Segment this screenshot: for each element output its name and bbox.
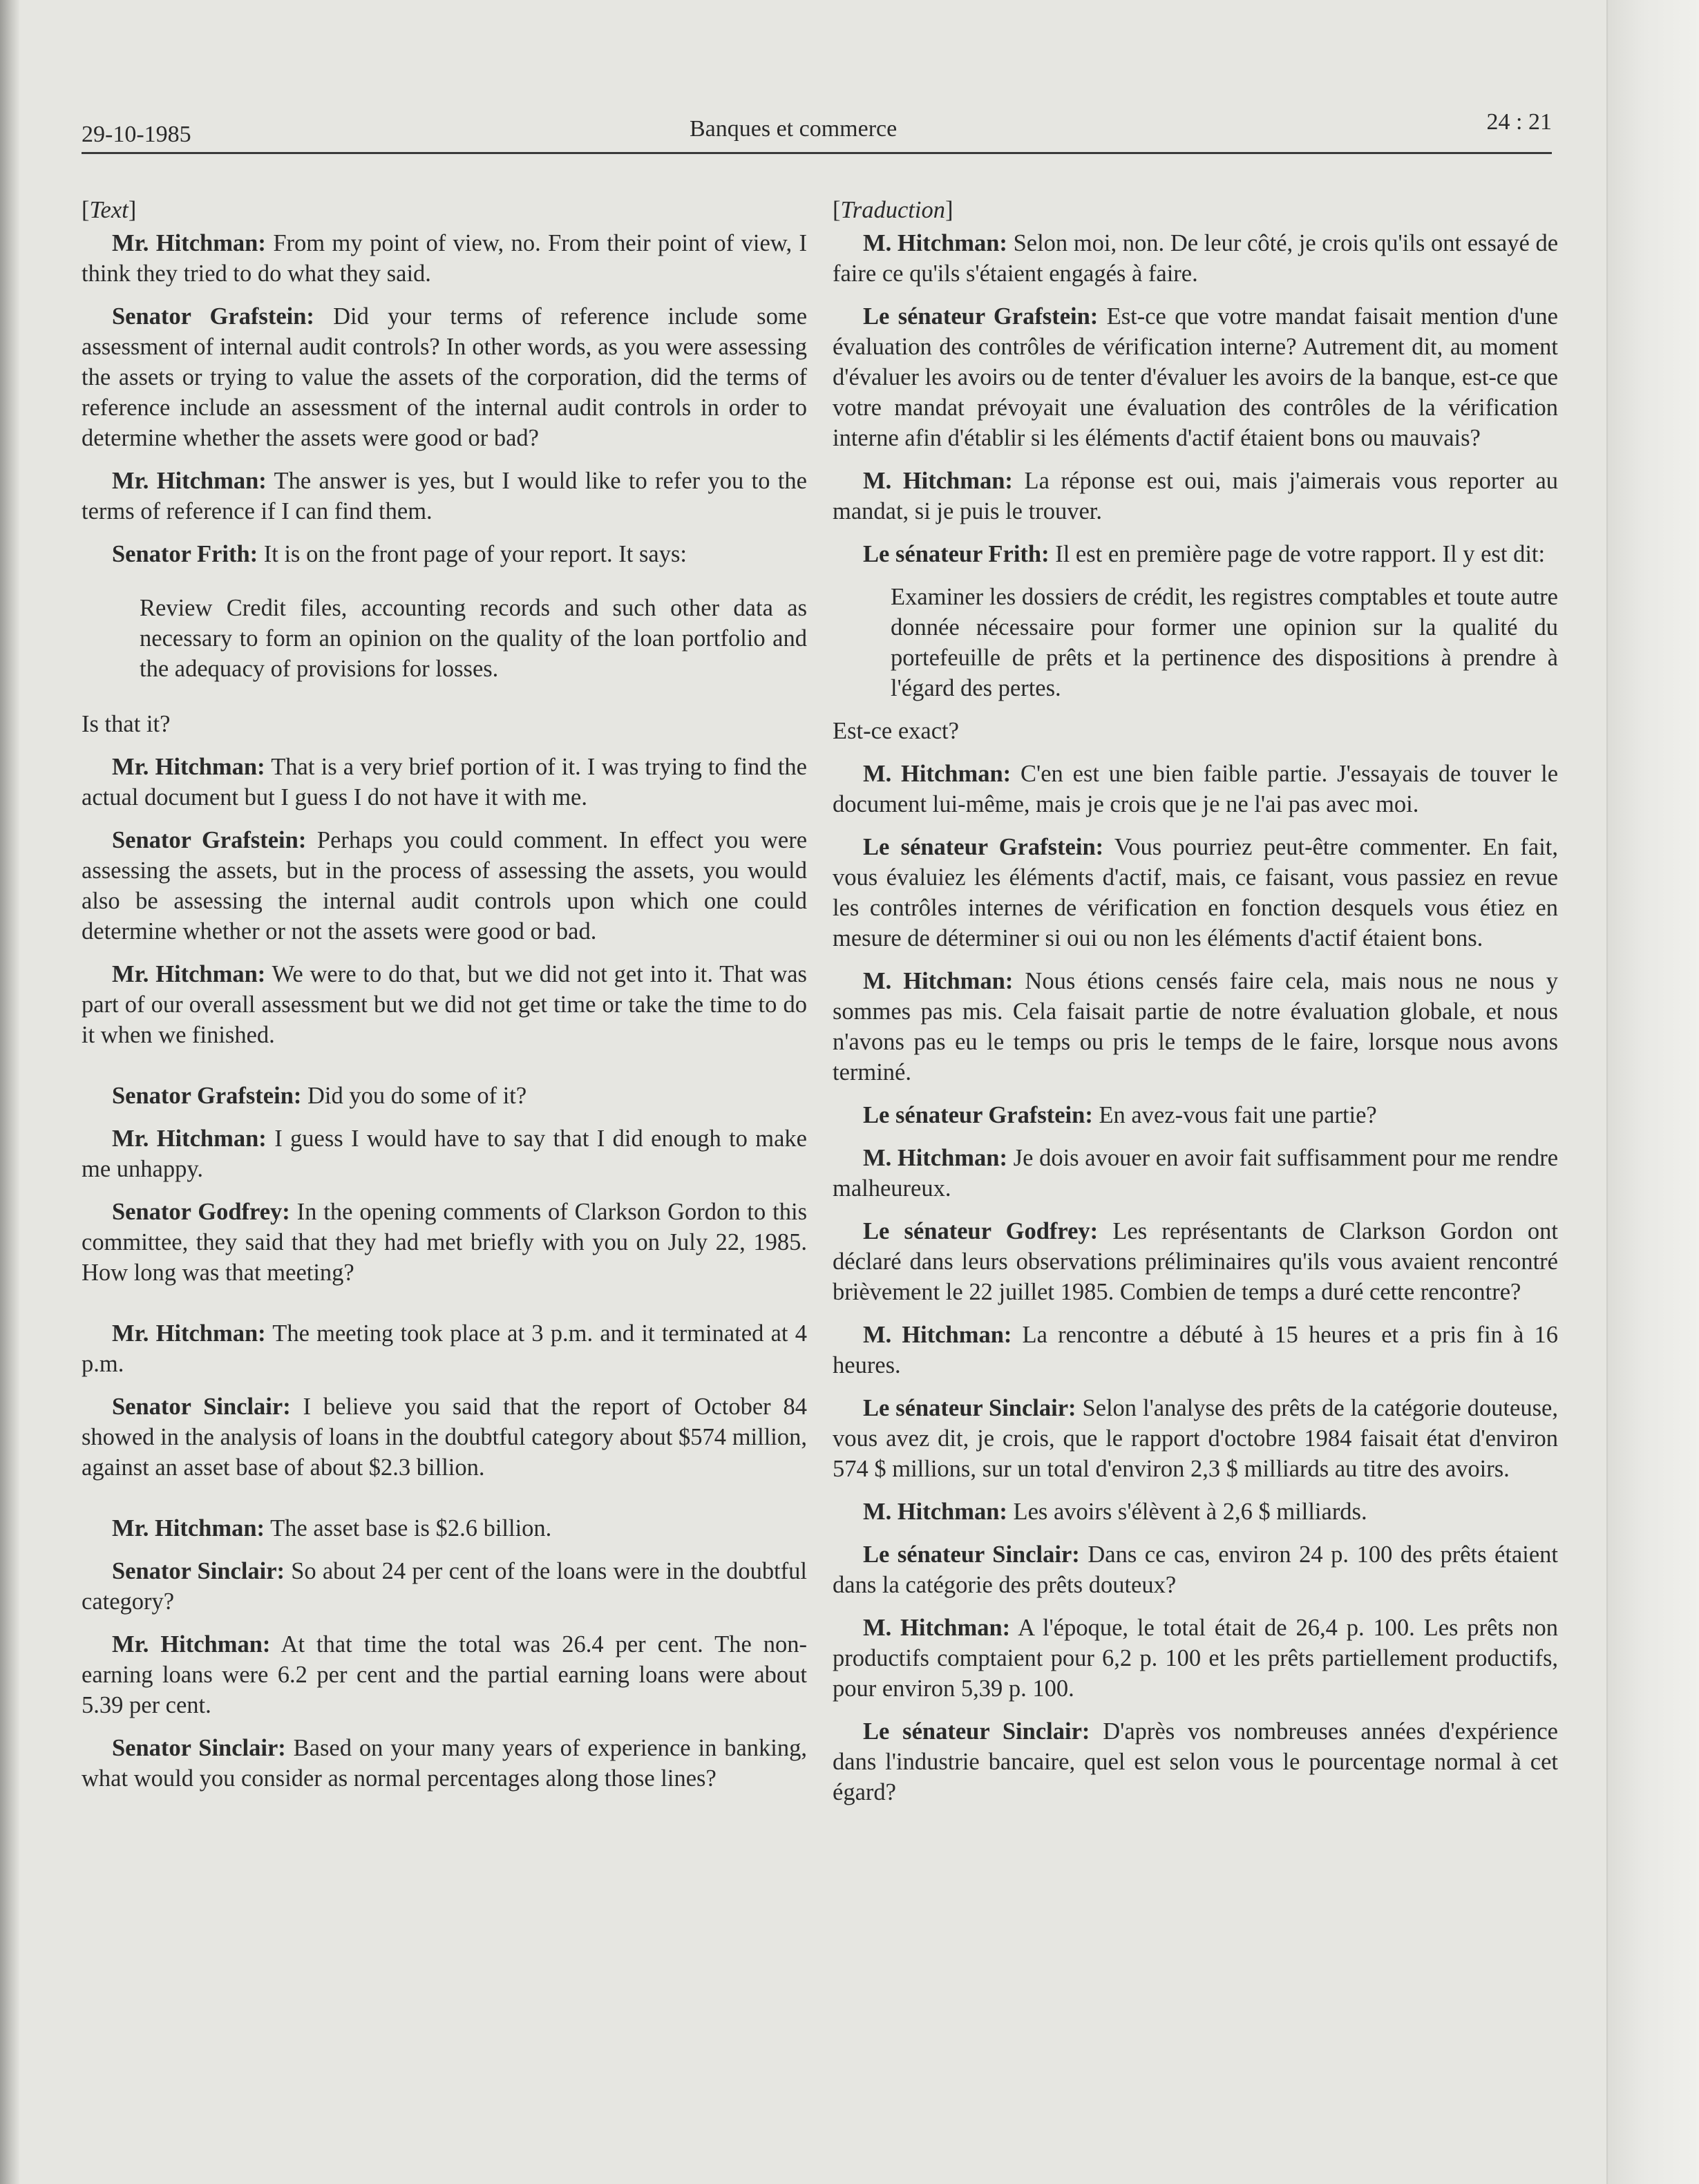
paragraph: Senator Sinclair: So about 24 per cent of the loans were in the doubtful category?	[82, 1558, 807, 1615]
speaker: Le sénateur Grafstein:	[863, 1102, 1093, 1128]
paragraph: M. Hitchman: La réponse est oui, mais j'aimerais vous reporter au mandat, si je puis le trouver.	[833, 468, 1559, 524]
speaker: M. Hitchman:	[863, 968, 1014, 994]
paragraph: Mr. Hitchman: I guess I would have to say that I did enough to make me unhappy.	[82, 1126, 807, 1182]
speaker: M. Hitchman:	[863, 1615, 1011, 1641]
paragraph: Le sénateur Frith: Il est en première page de votre rapport. Il y est dit:	[863, 541, 1546, 567]
section-label: [Traduction]	[833, 197, 953, 223]
speaker: Senator Grafstein:	[112, 827, 307, 853]
speaker: Mr. Hitchman:	[112, 1126, 267, 1152]
paragraph: M. Hitchman: Je dois avouer en avoir fait suffisamment pour me rendre malheureux.	[833, 1145, 1559, 1202]
paragraph: M. Hitchman: Selon moi, non. De leur côté, je crois qu'ils ont essayé de faire ce qu'ils s'étaient engagés à faire.	[833, 230, 1559, 287]
header-date: 29-10-1985	[82, 122, 191, 147]
scan-right-edge	[1606, 0, 1699, 2184]
paragraph: Mr. Hitchman: At that time the total was 26.4 per cent. The non-earning loans were 6.2 per cent and the partial earning loans were about 5.39 per cent.	[82, 1631, 807, 1718]
english-column	[82, 195, 807, 1806]
paragraph: M. Hitchman: La rencontre a débuté à 15 heures et a pris fin à 16 heures.	[833, 1322, 1559, 1378]
scan-left-edge	[0, 0, 19, 2184]
paragraph: Mr. Hitchman: The asset base is $2.6 billion.	[112, 1515, 552, 1541]
paragraph: Is that it?	[82, 711, 171, 737]
paragraph: Mr. Hitchman: We were to do that, but we did not get into it. That was part of our overall assessment but we did not get time or take the time to do it when we finished.	[82, 961, 807, 1048]
paragraph: M. Hitchman: C'en est une bien faible partie. J'essayais de touver le document lui-même, mais je crois que je ne l'ai pas avec moi.	[833, 761, 1559, 817]
paragraph: Senator Sinclair: Based on your many years of experience in banking, what would you consider as normal percentages along those lines?	[82, 1735, 807, 1792]
speaker: Mr. Hitchman:	[112, 230, 266, 256]
header-title: Banques et commerce	[690, 116, 898, 142]
paragraph: Mr. Hitchman: From my point of view, no. From their point of view, I think they tried to do what they said.	[82, 230, 808, 287]
paragraph: Senator Grafstein: Did your terms of reference include some assessment of internal audit controls? In other words, as you were assessing the assets or trying to value the assets of the corporation, did the terms of reference include an assessment of the internal audit controls in order to determine whether the assets were good or bad?	[82, 303, 808, 451]
french-column	[833, 195, 1558, 1820]
speaker: Mr. Hitchman:	[112, 961, 266, 987]
paragraph: Le sénateur Grafstein: Est-ce que votre mandat faisait mention d'une évaluation des contrôles de vérification interne? Autrement dit, au moment d'évaluer les avoirs ou de tenter d'évaluer les avoirs de la banque, est-ce que votre mandat prévoyait une évaluation des contrôles de la vérification interne afin d'établir si les éléments d'actif étaient bons ou mauvais?	[833, 303, 1558, 451]
speaker: M. Hitchman:	[863, 468, 1013, 494]
paragraph: Le sénateur Grafstein: Vous pourriez peut-être commenter. En fait, vous évaluiez les éléments d'actif, mais, ce faisant, vous passiez en revue les contrôles internes de vérification en fonction desquels vous étiez en mesure de déterminer si oui ou non les éléments d'actif étaient bons.	[833, 834, 1558, 951]
speaker: Mr. Hitchman:	[112, 1515, 265, 1541]
speaker: Le sénateur Sinclair:	[863, 1718, 1090, 1745]
speaker: Le sénateur Sinclair:	[863, 1395, 1076, 1421]
speaker: M. Hitchman:	[863, 761, 1012, 787]
paragraph: M. Hitchman: Les avoirs s'élèvent à 2,6 $ milliards.	[863, 1499, 1367, 1525]
speaker: Senator Sinclair:	[112, 1735, 286, 1761]
speaker: Mr. Hitchman:	[112, 1631, 271, 1658]
speaker: Senator Frith:	[112, 541, 258, 567]
speaker: Mr. Hitchman:	[112, 754, 265, 780]
speaker: Senator Grafstein:	[112, 1083, 302, 1109]
paragraph: Senator Frith: It is on the front page of your report. It says:	[112, 541, 687, 567]
paragraph: Senator Grafstein: Perhaps you could comment. In effect you were assessing the assets, but in the process of assessing the assets, you would also be assessing the internal audit controls upon which one could determine whether or not the assets were good or bad.	[82, 827, 808, 944]
speaker: Le sénateur Godfrey:	[863, 1218, 1099, 1244]
speaker: M. Hitchman:	[863, 1499, 1007, 1525]
speaker: Le sénateur Grafstein:	[863, 303, 1099, 330]
speaker: M. Hitchman:	[863, 1322, 1012, 1348]
speaker: Mr. Hitchman:	[112, 1320, 266, 1347]
block-quote: Review Credit files, accounting records and such other data as necessary to form an opinion on the quality of the loan portfolio and the adequacy of provisions for losses.	[140, 595, 807, 682]
paragraph: Est-ce exact?	[833, 718, 959, 744]
paragraph: Mr. Hitchman: That is a very brief portion of it. I was trying to find the actual document but I guess I do not have it with me.	[82, 754, 807, 810]
paragraph: M. Hitchman: Nous étions censés faire cela, mais nous ne nous y sommes pas mis. Cela faisait partie de notre évaluation globale, et nous n'avons pas eu le temps ou pris le temps de le faire, lorsque nous avons terminé.	[833, 968, 1559, 1085]
paragraph: Le sénateur Grafstein: En avez-vous fait une partie?	[863, 1102, 1377, 1128]
speaker: Senator Godfrey:	[112, 1199, 290, 1225]
speaker: Senator Sinclair:	[112, 1558, 285, 1584]
speaker: Le sénateur Sinclair:	[863, 1541, 1080, 1568]
speaker: M. Hitchman:	[863, 230, 1007, 256]
header-page-number: 24 : 21	[1486, 109, 1552, 135]
speaker: M. Hitchman:	[863, 1145, 1007, 1171]
block-quote: Examiner les dossiers de crédit, les registres comptables et toute autre donnée nécessaire pour former une opinion sur la qualité du portefeuille de prêts et la pertinence des dispositions à prendre à l'égard des pertes.	[891, 584, 1558, 701]
paragraph: Le sénateur Godfrey: Les représentants de Clarkson Gordon ont déclaré dans leurs observations préliminaires qu'ils vous avaient rencontré brièvement le 22 juillet 1985. Combien de temps a duré cette rencontre?	[833, 1218, 1558, 1305]
paragraph: Senator Sinclair: I believe you said that the report of October 84 showed in the analysis of loans in the doubtful category about $574 million, against an asset base of about $2.3 billion.	[82, 1394, 807, 1481]
paragraph: Mr. Hitchman: The meeting took place at 3 p.m. and it terminated at 4 p.m.	[82, 1320, 807, 1377]
paragraph: M. Hitchman: A l'époque, le total était de 26,4 p. 100. Les prêts non productifs comptaient pour 6,2 p. 100 et les prêts partiellement productifs, pour environ 5,39 p. 100.	[833, 1615, 1558, 1702]
page-header	[82, 97, 1552, 154]
paragraph: Senator Godfrey: In the opening comments of Clarkson Gordon to this committee, they said that they had met briefly with you on July 22, 1985. How long was that meeting?	[82, 1199, 807, 1286]
paragraph: Le sénateur Sinclair: D'après vos nombreuses années d'expérience dans l'industrie bancaire, quel est selon vous le pourcentage normal à cet égard?	[833, 1718, 1558, 1805]
speaker: Mr. Hitchman:	[112, 468, 267, 494]
paragraph: Le sénateur Sinclair: Selon l'analyse des prêts de la catégorie douteuse, vous avez dit, je crois, que le rapport d'octobre 1984 faisait état d'environ 574 $ millions, sur un total d'environ 2,3 $ milliards au titre des avoirs.	[833, 1395, 1558, 1482]
speaker: Le sénateur Grafstein:	[863, 834, 1104, 860]
speaker: Le sénateur Frith:	[863, 541, 1050, 567]
speaker: Senator Sinclair:	[112, 1394, 291, 1420]
speaker: Senator Grafstein:	[112, 303, 314, 330]
paragraph: Le sénateur Sinclair: Dans ce cas, environ 24 p. 100 des prêts étaient dans la catégorie des prêts douteux?	[833, 1541, 1559, 1598]
section-label: [Text]	[82, 197, 137, 223]
paragraph: Mr. Hitchman: The answer is yes, but I would like to refer you to the terms of reference if I can find them.	[82, 468, 807, 524]
paragraph: Senator Grafstein: Did you do some of it?	[112, 1083, 527, 1109]
